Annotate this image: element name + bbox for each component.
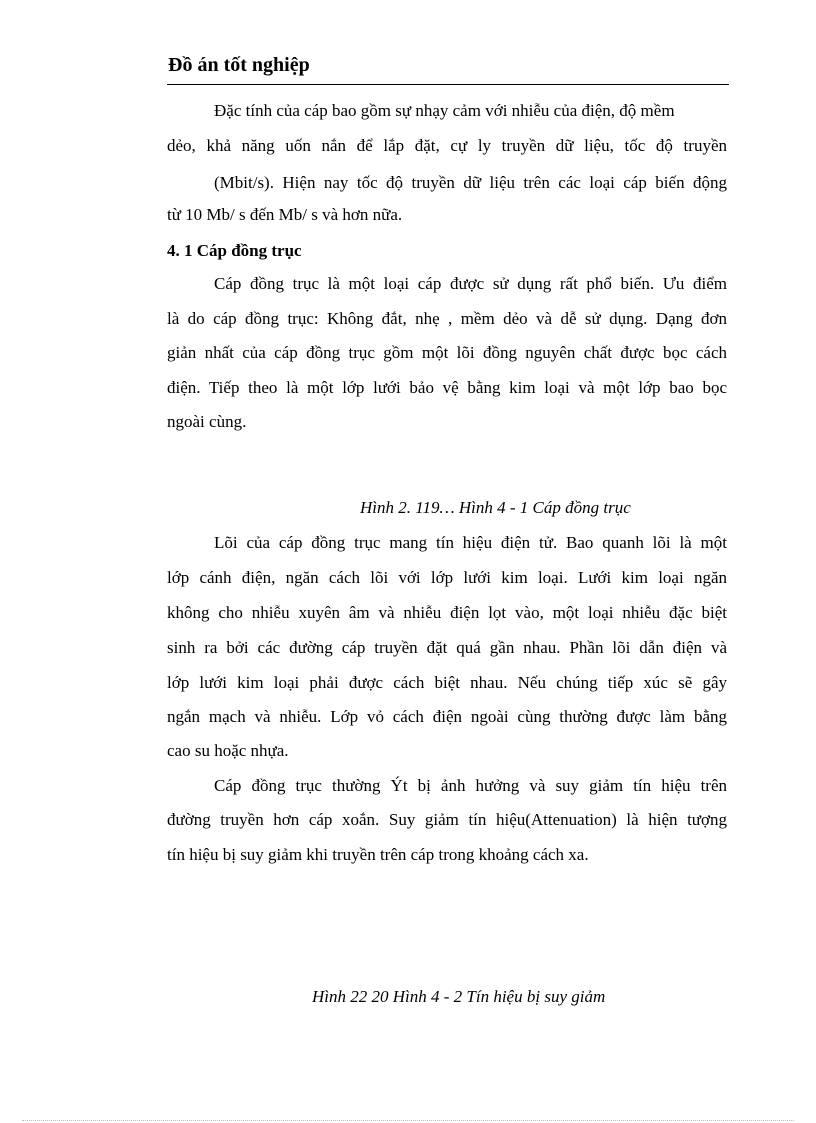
paragraph-3-line-6: ngắn mạch và nhiễu. Lớp vỏ cách điện ngoài cùng thường được làm bằng xyxy=(167,707,727,726)
paragraph-1-line-1: Đặc tính của cáp bao gồm sự nhạy cảm với nhiễu của điện, độ mềm xyxy=(214,101,675,120)
paragraph-3-line-7: cao su hoặc nhựa. xyxy=(167,741,289,760)
page-header xyxy=(167,52,729,85)
paragraph-2-line-3: giản nhất của cáp đồng trục gồm một lõi đồng nguyên chất được bọc cách xyxy=(167,343,727,362)
figure-caption-2: Hình 22 20 Hình 4 - 2 Tín hiệu bị suy giảm xyxy=(312,987,606,1006)
paragraph-3-line-5: lớp lưới kim loại phải được cách biệt nhau. Nếu chúng tiếp xúc sẽ gây xyxy=(167,673,727,692)
paragraph-3-line-2: lớp cánh điện, ngăn cách lõi với lớp lưới kim loại. Lưới kim loại ngăn xyxy=(167,568,727,587)
footer-divider xyxy=(22,1120,794,1121)
paragraph-3-line-1: Lõi của cáp đồng trục mang tín hiệu điện tử. Bao quanh lõi là một xyxy=(214,533,727,552)
section-heading: 4. 1 Cáp đồng trục xyxy=(167,241,302,260)
paragraph-2-line-4: điện. Tiếp theo là một lớp lưới bảo vệ bằng kim loại và một lớp bao bọc xyxy=(167,378,727,397)
paragraph-2-line-5: ngoài cùng. xyxy=(167,412,247,431)
paragraph-1-line-2: dẻo, khả năng uốn nắn để lắp đặt, cự ly truyền dữ liệu, tốc độ truyền xyxy=(167,136,727,155)
paragraph-3-line-4: sinh ra bởi các đường cáp truyền đặt quá gần nhau. Phần lõi dẫn điện và xyxy=(167,638,727,657)
paragraph-3-line-3: không cho nhiễu xuyên âm và nhiễu điện lọt vào, một loại nhiễu đặc biệt xyxy=(167,603,727,622)
paragraph-4-line-2: đường truyền hơn cáp xoắn. Suy giảm tín hiệu(Attenuation) là hiện tượng xyxy=(167,810,727,829)
paragraph-4-line-3: tín hiệu bị suy giảm khi truyền trên cáp trong khoảng cách xa. xyxy=(167,845,589,864)
paragraph-2-line-2: là do cáp đồng trục: Không đắt, nhẹ , mềm dẻo và dễ sử dụng. Dạng đơn xyxy=(167,309,727,328)
paragraph-2-line-1: Cáp đồng trục là một loại cáp được sử dụng rất phổ biến. Ưu điểm xyxy=(214,274,727,293)
paragraph-1-line-3: (Mbit/s). Hiện nay tốc độ truyền dữ liệu trên các loại cáp biến động xyxy=(214,173,727,192)
paragraph-4-line-1: Cáp đồng trục thường Ýt bị ảnh hưởng và suy giảm tín hiệu trên xyxy=(214,776,727,795)
document-title: Đồ án tốt nghiệp xyxy=(168,54,310,76)
paragraph-1-line-4: từ 10 Mb/ s đến Mb/ s và hơn nữa. xyxy=(167,205,403,224)
figure-caption-1: Hình 2. 119… Hình 4 - 1 Cáp đồng trục xyxy=(360,498,631,517)
